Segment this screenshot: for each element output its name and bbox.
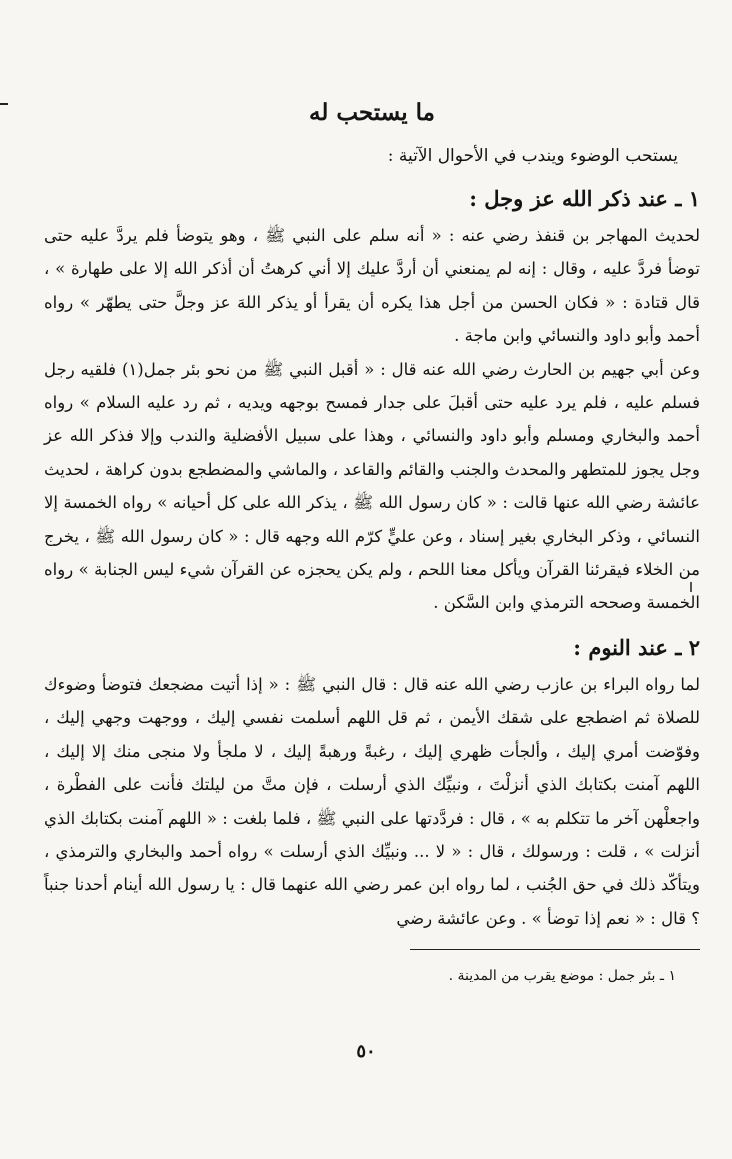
footnote-divider: [410, 949, 700, 950]
paragraph: لحديث المهاجر بن قنفذ رضي عنه : « أنه سلم على النبي ﷺ ، وهو يتوضأ فلم يردَّ عليه حتى توضأ فردَّ عليه ، وقال : إنه لم يمنعني أن أردَّ عليك إلا أني كرهتُ أن أذكر الله إلا على طهارة » ، قال قتادة : « فكان الحسن من أجل هذا يكره أن يقرأ أو يذكر اللهَ عز وجلَّ حتى يطهّر » رواه أحمد وأبو داود والنسائي وابن ماجة .: [44, 226, 700, 346]
page-number: ٥٠: [356, 1041, 376, 1062]
section-heading-remembrance: ١ ـ عند ذكر الله عز وجل :: [469, 186, 700, 211]
footnote: ١ ـ بئر جمل : موضع يقرب من المدينة .: [448, 968, 676, 985]
intro-text: يستحب الوضوء ويندب في الأحوال الآتية :: [387, 146, 678, 166]
section-remembrance: [44, 179, 700, 620]
section-sleep: [44, 628, 700, 935]
paragraph: وعن أبي جهيم بن الحارث رضي الله عنه قال : « أقبل النبي ﷺ من نحو بئر جمل(١) فلقيه رجل فسلم عليه ، فلم يرد عليه حتى أقبلَ على جدار فمسح بوجهه ويديه ، ثم رد عليه السلام » رواه أحمد والبخاري ومسلم وأبو داود والنسائي ، وهذا على سبيل الأفضلية والندب وإلا فذكر الله عز وجل يجوز للمتطهر والمحدث والجنب والقائم والقاعد ، والماشي والمضطجع بدون كراهة ، لحديث عائشة رضي الله عنها قالت : « كان رسول الله ﷺ ، يذكر الله على كل أحيانه » رواه الخمسة إلا النسائي ، وذكر البخاري بغير إسناد ، وعن عليٍّ كرّم الله وجهه قال : « كان رسول الله ﷺ ، يخرج من الخلاء فيقرئنا القرآن ويأكل معنا اللحم ، ولم يكن يحجزه عن القرآن شيء ليس الجنابة » رواه الخمسة وصححه الترمذي وابن السَّكن .: [44, 359, 700, 613]
chapter-title: ما يستحب له: [309, 99, 435, 126]
page-content: [44, 96, 700, 1002]
section-heading-sleep: ٢ ـ عند النوم :: [573, 634, 700, 660]
paragraph: لما رواه البراء بن عازب رضي الله عنه قال : قال النبي ﷺ : « إذا أتيت مضجعك فتوضأ وضوءك للصلاة ثم اضطجع على شقك الأيمن ، ثم قل اللهم أسلمت نفسي إليك ، ووجهت وجهي إليك ، وفوّضت أمري إليك ، وألجأت ظهري إليك ، رغبةً ورهبةً إليك ، لا ملجأ ولا منجى منك إلا إليك ، اللهم آمنت بكتابك الذي أنزلْتَ ، ونبيِّك الذي أرسلت ، فإن متَّ من ليلتك فأنت على الفطْرة ، واجعلْهن آخر ما تتكلم به » ، قال : فردَّدتها على النبي ﷺ ، فلما بلغت : « اللهم آمنت بكتابك الذي أنزلت » ، قلت : ورسولك ، قال : « لا ... ونبيِّك الذي أرسلت » رواه أحمد والبخاري والترمذي ، ويتأكّد ذلك في حق الجُنب ، لما رواه ابن عمر رضي الله عنهما قال : يا رسول الله أينام أحدنا جنباً ؟ قال : « نعم إذا توضأ » . وعن عائشة رضي: [44, 674, 700, 928]
margin-mark: [0, 103, 8, 105]
